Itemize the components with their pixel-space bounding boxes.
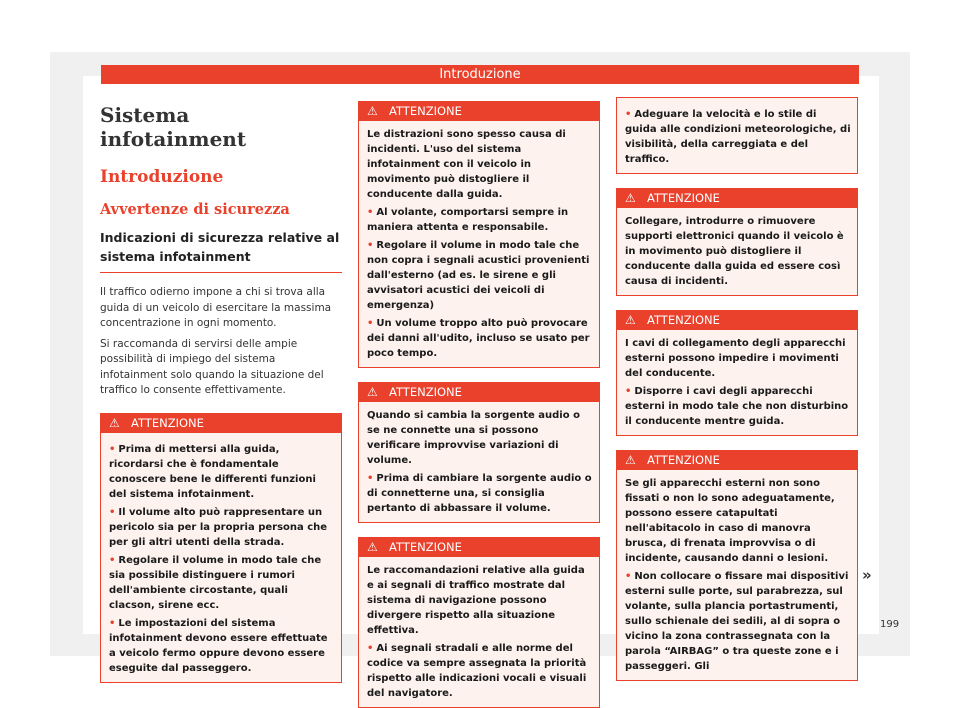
warning-triangle-icon: ⚠ [367, 104, 378, 118]
warning-header [359, 102, 599, 121]
section-header: Introduzione [101, 65, 859, 84]
paragraph: Il traffico odierno impone a chi si trova alla guida di un veicolo di esercitare la massima concentrazione in ogni momento. [100, 286, 332, 329]
bullet-icon: • [109, 506, 116, 518]
section-title: Avvertenze di sicurezza [100, 201, 290, 218]
list-item: • Il volume alto può rappresentare un pericolo sia per la propria persona che per gli altri utenti della strada. [109, 506, 328, 548]
bullet-icon: • [109, 554, 116, 566]
warning-intro: Se gli apparecchi esterni non sono fissati o non lo sono adeguatamente, possono essere catapultati nell'abitacolo in caso di manovra brusca, di frenata improvvisa o di incidente, causando danni o lesioni. [625, 478, 835, 564]
bullet-icon: • [109, 617, 116, 629]
warning-triangle-icon: ⚠ [625, 453, 636, 467]
warning-triangle-icon: ⚠ [367, 540, 378, 554]
bullet-icon: • [625, 386, 632, 397]
warning-title: ATTENZIONE [389, 104, 462, 118]
warning-body [359, 557, 599, 707]
paragraph: Si raccomanda di servirsi delle ampie possibilità di impiego del sistema infotainment solo quando la situazione del traffico lo consente effettivamente. [100, 337, 324, 396]
page-number: 199 [880, 619, 900, 630]
warning-header [617, 451, 857, 470]
column-3 [616, 87, 858, 681]
warning-body [359, 121, 599, 367]
warning-header [101, 414, 341, 433]
list-item: • Adeguare la velocità e lo stile di guida alle condizioni meteorologiche, di visibilità, della carreggiata e del traffico. [625, 109, 851, 165]
bullet-icon: • [109, 443, 116, 455]
list-item: • Disporre i cavi degli apparecchi esterni in modo tale che non disturbino il conducente mentre guida. [625, 386, 849, 427]
list-item: • Prima di mettersi alla guida, ricordarsi che è fondamentale conoscere bene le differenti funzioni del sistema infotainment. [109, 443, 316, 500]
chapter-title: Introduzione [100, 167, 224, 187]
bullet-icon: • [367, 318, 374, 329]
warning-intro: Le distrazioni sono spesso causa di incidenti. L'uso del sistema infotainment con il veicolo in movimento può distogliere il conducente dalla guida. [367, 129, 566, 200]
list-item: • Regolare il volume in modo tale che sia possibile distinguere i rumori dell'ambiente circostante, quali clacson, sirene ecc. [109, 554, 322, 611]
warning-box [616, 450, 858, 681]
warning-title: ATTENZIONE [647, 453, 720, 467]
warning-header [359, 538, 599, 557]
warning-box [358, 382, 600, 523]
list-item: • Regolare il volume in modo tale che non copra i segnali acustici provenienti dall'esterno (ad es. le sirene e gli avvisatori acustici dei veicoli di emergenza) [367, 240, 590, 311]
bullet-icon: • [625, 571, 632, 582]
warning-body [617, 208, 857, 295]
warning-header [617, 189, 857, 208]
warning-box [616, 188, 858, 296]
warning-title: ATTENZIONE [389, 385, 462, 399]
warning-header [617, 311, 857, 330]
warning-title: ATTENZIONE [389, 540, 462, 554]
warning-box [100, 413, 342, 683]
warning-intro: Le raccomandazioni relative alla guida e ai segnali di traffico mostrate dal sistema di navigazione possono divergere rispetto alla situazione effettiva. [367, 565, 585, 636]
list-item: • Al volante, comportarsi sempre in maniera attenta e responsabile. [367, 207, 569, 233]
column-2 [358, 87, 600, 708]
warning-body [617, 470, 857, 680]
subsection-title: Indicazioni di sicurezza relative al sistema infotainment [100, 228, 342, 273]
bullet-icon: • [625, 109, 632, 120]
column-1 [100, 95, 342, 683]
page-title: Sistema infotainment [100, 103, 247, 151]
list-item: • Prima di cambiare la sorgente audio o di connetterne una, si consiglia pertanto di abbassare il volume. [367, 473, 592, 514]
warning-box [358, 537, 600, 708]
warning-intro: Quando si cambia la sorgente audio o se ne connette una si possono verificare improvvise variazioni di volume. [367, 410, 580, 466]
warning-intro: I cavi di collegamento degli apparecchi esterni possono impedire i movimenti del conducente. [625, 338, 846, 379]
warning-triangle-icon: ⚠ [367, 385, 378, 399]
warning-box [358, 101, 600, 368]
list-item: • Ai segnali stradali e alle norme del codice va sempre assegnata la priorità rispetto alle indicazioni vocali e visuali del navigatore. [367, 643, 587, 699]
warning-box [616, 310, 858, 436]
bullet-icon: • [367, 207, 374, 218]
bullet-icon: • [367, 643, 374, 654]
warning-title: ATTENZIONE [131, 415, 204, 430]
warning-intro: Collegare, introdurre o rimuovere supporti elettronici quando il veicolo è in movimento può distogliere il conducente dalla guida ed essere così causa di incidenti. [625, 216, 844, 287]
continued-arrow-icon: » [862, 566, 872, 584]
warning-triangle-icon: ⚠ [109, 415, 120, 430]
warning-title: ATTENZIONE [647, 191, 720, 205]
list-item: • Un volume troppo alto può provocare dei danni all'udito, incluso se usato per poco tempo. [367, 318, 590, 359]
warning-title: ATTENZIONE [647, 313, 720, 327]
warning-body [617, 330, 857, 435]
list-item: • Non collocare o fissare mai dispositivi esterni sulle porte, sul parabrezza, sul volante, sulla plancia portastrumenti, sullo schienale dei sedili, al di sopra o vicino la zona contrassegnata con la parola “AIRBAG” o tra queste zone e i passeggeri. Gli [625, 571, 849, 672]
bullet-icon: • [367, 473, 374, 484]
list-item: • Le impostazioni del sistema infotainment devono essere effettuate a veicolo fermo oppure devono essere eseguite dal passeggero. [109, 617, 328, 674]
warning-box-continued [616, 97, 858, 174]
warning-body [101, 433, 341, 682]
warning-triangle-icon: ⚠ [625, 313, 636, 327]
warning-triangle-icon: ⚠ [625, 191, 636, 205]
warning-body [359, 402, 599, 522]
intro-text [100, 285, 342, 399]
warning-header [359, 383, 599, 402]
warning-body [617, 98, 857, 173]
bullet-icon: • [367, 240, 374, 251]
